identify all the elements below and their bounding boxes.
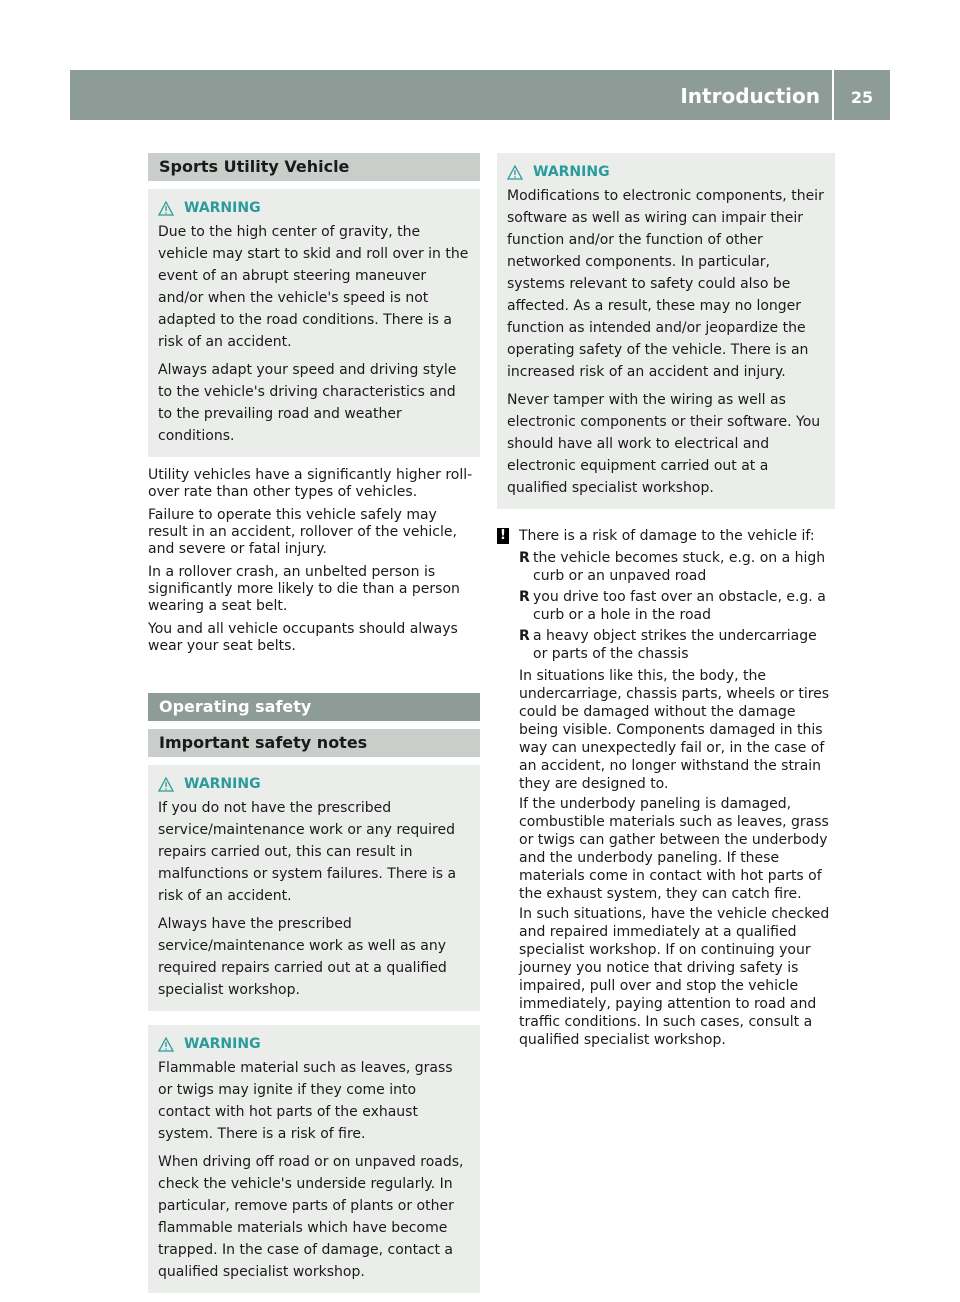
list-item	[519, 627, 835, 663]
bullet-icon: R	[519, 550, 530, 566]
list-item	[519, 588, 835, 624]
section-heading-suv: Sports Utility Vehicle	[148, 153, 480, 181]
warning-header	[507, 161, 825, 183]
paragraph: Utility vehicles have a significantly higher roll-over rate than other types of vehicles.	[148, 467, 473, 500]
paragraph: You and all vehicle occupants should always wear your seat belts.	[148, 621, 458, 654]
warning-text: Flammable material such as leaves, grass or twigs may ignite if they come into contact with hot parts of the exhaust system. There is a risk of fire.	[158, 1060, 453, 1142]
paragraph: Failure to operate this vehicle safely may result in an accident, rollover of the vehicle, and severe or fatal injury.	[148, 507, 457, 557]
warning-box-fire	[148, 1025, 480, 1293]
notice-exclamation-icon: !	[497, 528, 509, 544]
notice-intro: There is a risk of damage to the vehicle if:	[519, 528, 815, 544]
warning-triangle-icon	[158, 1037, 174, 1052]
left-column	[148, 153, 480, 1293]
warning-label: WARNING	[184, 776, 261, 792]
page-number: 25	[850, 88, 874, 107]
warning-text: When driving off road or on unpaved roads, check the vehicle's underside regularly. In particular, remove parts of plants or other flammable materials which have become trapped. In the case of damage, contact a qualified specialist workshop.	[158, 1154, 464, 1280]
list-item-text: a heavy object strikes the undercarriage or parts of the chassis	[533, 628, 817, 662]
warning-triangle-icon	[158, 777, 174, 792]
section-heading-operating-safety: Operating safety	[148, 693, 480, 721]
warning-triangle-icon	[507, 165, 523, 180]
bullet-icon: R	[519, 628, 530, 644]
paragraph: In a rollover crash, an unbelted person is significantly more likely to die than a person wearing a seat belt.	[148, 564, 460, 614]
notice-paragraph: If the underbody paneling is damaged, combustible materials such as leaves, grass or twigs can gather between the underbody and the underbody paneling. If these materials come in contact with hot parts of the exhaust system, they can catch fire.	[519, 796, 829, 902]
warning-text: If you do not have the prescribed service/maintenance work or any required repairs carried out, this can result in malfunctions or system failures. There is a risk of an accident.	[158, 800, 457, 904]
warning-box-rollover	[148, 189, 480, 457]
warning-header	[158, 197, 470, 219]
warning-label: WARNING	[184, 1036, 261, 1052]
warning-header	[158, 773, 470, 795]
list-item	[519, 549, 835, 585]
warning-label: WARNING	[533, 164, 610, 180]
warning-label: WARNING	[184, 200, 261, 216]
suv-body-text	[148, 467, 480, 655]
warning-text: Never tamper with the wiring as well as electronic components or their software. You should have all work to electrical and electronic equipment carried out at a qualified specialist workshop.	[507, 392, 821, 496]
warning-text: Always adapt your speed and driving style to the vehicle's driving characteristics and to the prevailing road and weather conditions.	[158, 362, 457, 444]
warning-box-service	[148, 765, 480, 1011]
warning-text: Modifications to electronic components, their software as well as wiring can impair their function and/or the function of other networked components. In particular, systems relevant to safety could also be affected. As a result, these may no longer function as intended and/or jeopardize the operating safety of the vehicle. There is an increased risk of an accident and injury.	[507, 188, 824, 380]
header-divider	[832, 70, 834, 120]
list-item-text: you drive too fast over an obstacle, e.g. a curb or a hole in the road	[533, 589, 826, 623]
warning-box-electronics	[497, 153, 835, 509]
warning-text: Always have the prescribed service/maintenance work as well as any required repairs carried out at a qualified specialist workshop.	[158, 916, 447, 998]
warning-header	[158, 1033, 470, 1055]
damage-notice	[497, 527, 835, 1049]
notice-paragraph: In situations like this, the body, the undercarriage, chassis parts, wheels or tires could be damaged without the damage being visible. Components damaged in this way can unexpectedly fail or, in the case of an accident, no longer withstand the strain they are designed to.	[519, 668, 830, 792]
warning-triangle-icon	[158, 201, 174, 216]
section-title: Introduction	[680, 84, 820, 108]
list-item-text: the vehicle becomes stuck, e.g. on a high curb or an unpaved road	[533, 550, 826, 584]
notice-paragraph: In such situations, have the vehicle checked and repaired immediately at a qualified specialist workshop. If on continuing your journey you notice that driving safety is impaired, pull over and stop the vehicle immediately, paying attention to road and traffic conditions. In such cases, consult a qualified specialist workshop.	[519, 906, 830, 1048]
right-column	[497, 153, 835, 1051]
bullet-icon: R	[519, 589, 530, 605]
subsection-heading-important-notes: Important safety notes	[148, 729, 480, 757]
page-header	[70, 70, 890, 120]
warning-text: Due to the high center of gravity, the vehicle may start to skid and roll over in the event of an abrupt steering maneuver and/or when the vehicle's speed is not adapted to the road conditions. There is a risk of an accident.	[158, 224, 469, 350]
notice-bullet-list	[519, 549, 835, 663]
